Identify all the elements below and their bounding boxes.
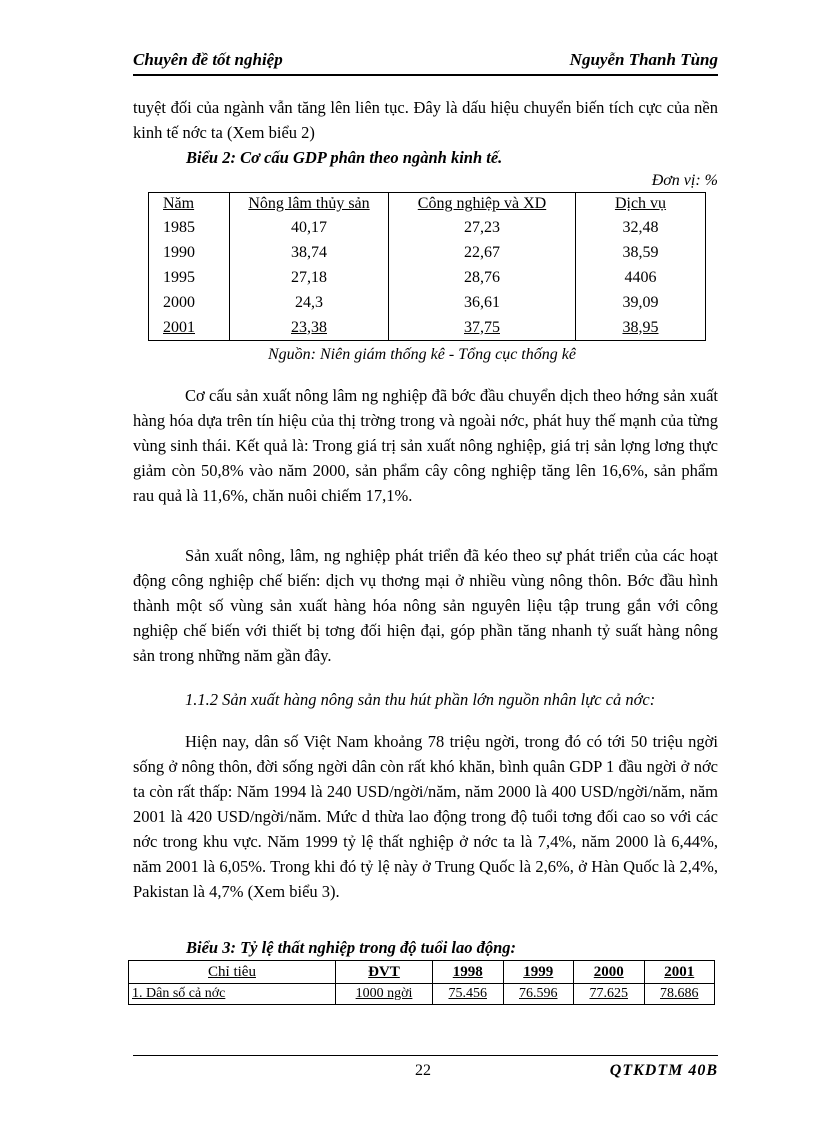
table3-caption: Biểu 3: Tỷ lệ thất nghiệp trong độ tuổi lao động: [186,938,517,957]
paragraph-2: Cơ cấu sản xuất nông lâm ng nghiệp đã bớc đầu chuyển dịch theo hớng sản xuất hàng hóa dựa trên tín hiệu của thị trờng trong và ngoài nớc, phát huy thế mạnh của từng vùng sinh thái. Kết quả là: Trong giá trị sản xuất nông nghiệp, giá trị sản lợng lơng thực giảm còn 50,8% vào năm 2000, sản phẩm cây công nghiệp tăng lên 16,6%, sản phẩm rau quả là 11,6%, chăn nuôi chiếm 17,1%. [133,386,718,505]
page-header [133,48,718,76]
table-cell: 27,18 [230,265,389,290]
header-title: Chuyên đề tốt nghiệp [133,50,283,69]
column-header: Năm [163,195,195,212]
column-header: 2001 [644,961,715,984]
column-header: Chỉ tiêu [129,961,336,984]
column-header: Dịch vụ [576,193,706,216]
table2-source: Nguồn: Niên giám thống kê - Tổng cục thống kê [268,346,576,363]
table-cell: 1985 [163,218,195,236]
header-author: Nguyễn Thanh Tùng [569,50,718,69]
table-row [149,215,706,240]
table-row [149,265,706,290]
table-cell: 36,61 [389,290,576,315]
paragraph-3: Sản xuất nông, lâm, ng nghiệp phát triển đã kéo theo sự phát triển của các hoạt động công nghiệp chế biến: dịch vụ thơng mại ở nhiều vùng nông thôn. Bớc đầu hình thành một số vùng sản xuất hàng hóa nông sản nguyên liệu tập trung gắn với công nghiệp chế biến với thiết bị tơng đối hiện đại, góp phần tăng nhanh tỷ suất hàng nông sản trong những năm gần đây. [133,546,718,665]
table-cell: 4406 [576,265,706,290]
column-header: Nông lâm thủy sản [230,193,389,216]
table-cell: 75.456 [433,984,504,1005]
table-row [129,984,715,1005]
page-footer [133,1055,718,1086]
table-cell: 38,59 [576,240,706,265]
table-cell: 1000 ngời [336,984,433,1005]
column-header: ĐVT [336,961,433,984]
table-cell: 27,23 [389,215,576,240]
table-cell: 1990 [163,243,195,261]
table-cell: 77.625 [574,984,645,1005]
gdp-structure-table [148,192,706,341]
table-cell: 28,76 [389,265,576,290]
table-cell: 32,48 [576,215,706,240]
table-cell: 22,67 [389,240,576,265]
table2-caption: Biểu 2: Cơ cấu GDP phân theo ngành kinh tế. [186,148,503,167]
column-header: 1998 [433,961,504,984]
table-cell: 1995 [163,268,195,286]
table-cell: 1. Dân số cả nớc [129,984,336,1005]
column-header: 1999 [503,961,574,984]
table-cell: 24,3 [230,290,389,315]
table-cell: 78.686 [644,984,715,1005]
table-row [149,315,706,341]
page-number: 22 [415,1062,431,1079]
table-cell: 37,75 [389,315,576,341]
table2-unit: Đơn vị: % [651,172,718,189]
table-header-row [149,193,706,216]
footer-code: QTKDTM 40B [609,1062,718,1079]
table-row [149,290,706,315]
table-cell: 76.596 [503,984,574,1005]
unemployment-table [128,960,715,1005]
table-row [149,240,706,265]
column-header: 2000 [574,961,645,984]
table-cell: 2000 [163,293,195,311]
table-cell: 2001 [163,318,195,336]
column-header: Công nghiệp và XD [389,193,576,216]
section-heading: 1.1.2 Sản xuất hàng nông sản thu hút phần lớn nguồn nhân lực cả nớc: [185,690,656,709]
paragraph-1: tuyệt đối của ngành vẫn tăng lên liên tục. Đây là dấu hiệu chuyển biến tích cực của nền kinh tế nớc ta (Xem biểu 2) [133,98,718,142]
table-cell: 38,74 [230,240,389,265]
table-header-row [129,961,715,984]
table-cell: 23,38 [230,315,389,341]
table-cell: 39,09 [576,290,706,315]
paragraph-4: Hiện nay, dân số Việt Nam khoảng 78 triệu ngời, trong đó có tới 50 triệu ngời sống ở nông thôn, đời sống ngời dân còn rất khó khăn, bình quân GDP 1 đầu ngời ở nớc ta còn rất thấp: Năm 1994 là 240 USD/ngời/năm, năm 2000 là 400 USD/ngời/năm, năm 2001 là 420 USD/ngời/năm. Mức d thừa lao động trong độ tuổi tơng đối cao so với các nớc trong khu vực. Năm 1999 tỷ lệ thất nghiệp ở nớc ta là 7,4%, năm 2000 là 6,44%, năm 2001 là 6,05%. Trong khi đó tỷ lệ này ở Trung Quốc là 2,6%, ở Hàn Quốc là 2,4%, Pakistan là 4,7% (Xem biểu 3). [133,732,718,901]
table-cell: 40,17 [230,215,389,240]
table-cell: 38,95 [576,315,706,341]
